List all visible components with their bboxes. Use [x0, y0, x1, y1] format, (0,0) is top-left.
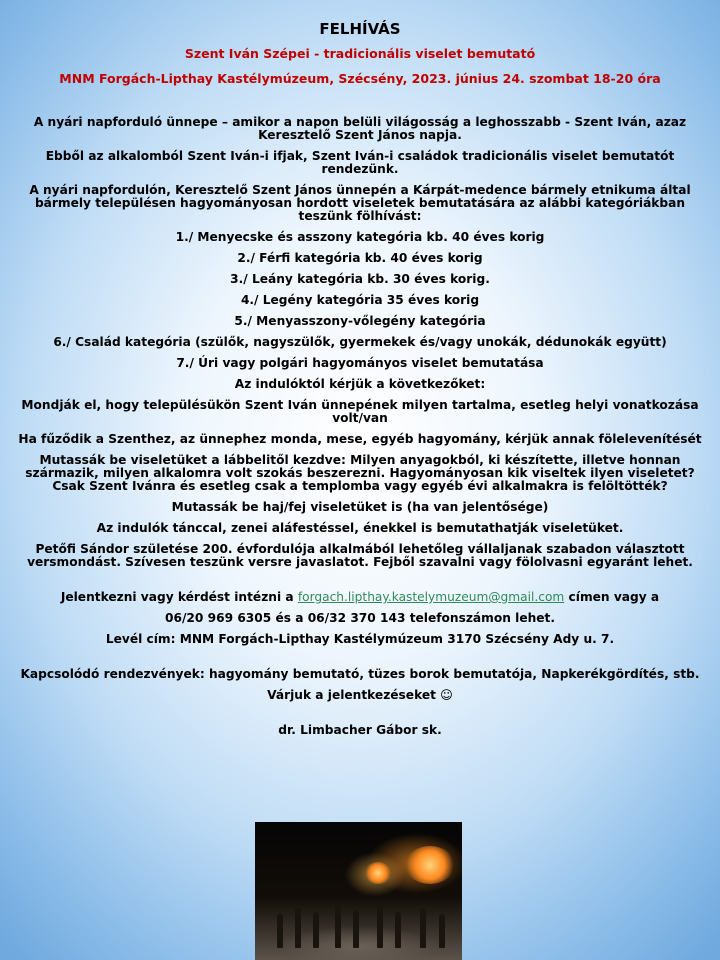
show-paragraph: Mutassák be viseletüket a lábbelitől kezdve: Milyen anyagokból, ki készítette, illetve honnan származik, milyen alkalomra volt szokás beszerezni. Hagyományosan kik viseltek ilyen viseletet? Csak Szent Ivánra és esetleg csak a templomba vagy egyéb évi alkalmakra is felöltötték?: [25, 453, 695, 493]
event-venue-date: MNM Forgách-Lipthay Kastélymúzeum, Szécsény, 2023. június 24. szombat 18-20 óra: [59, 71, 661, 86]
request-paragraph: Az indulóktól kérjük a következőket:: [234, 377, 486, 391]
page-title: FELHÍVÁS: [319, 20, 401, 38]
category-item: 2./ Férfi kategória kb. 40 éves korig: [237, 251, 483, 265]
category-item: 4./ Legény kategória 35 éves korig: [240, 293, 480, 307]
story-paragraph: Ha fűződik a Szenthez, az ünnephez monda, mese, egyéb hagyomány, kérjük annak fölelevenítését: [18, 432, 702, 446]
dance-paragraph: Az indulók tánccal, zenei aláfestéssel, énekkel is bemutathatják viseletüket.: [96, 521, 624, 535]
category-item: 1./ Menyecske és asszony kategória kb. 40 éves korig: [175, 230, 545, 244]
call-paragraph: A nyári napfordulón, Keresztelő Szent János ünnepén a Kárpát-medence bármely etnikuma által bármely településen hagyományosan hordott viseletek bemutatására az alábbi kategóriákban teszünk fölhívást:: [29, 183, 691, 223]
signature: dr. Limbacher Gábor sk.: [278, 723, 442, 737]
event-night-photo: [255, 822, 462, 960]
category-item: 3./ Leány kategória kb. 30 éves korig.: [230, 272, 490, 286]
contact-suffix: címen vagy a: [564, 590, 660, 604]
category-item: 7./ Úri vagy polgári hagyományos viselet bemutatása: [176, 356, 544, 370]
related-events-paragraph: Kapcsolódó rendezvények: hagyomány bemutató, tüzes borok bemutatója, Napkerékgördítés, stb.: [20, 667, 700, 681]
category-item: 5./ Menyasszony-vőlegény kategória: [234, 314, 486, 328]
intro-paragraph: A nyári napforduló ünnepe – amikor a napon belüli világosság a leghosszabb - Szent Iván, azaz Keresztelő Szent János napja.: [33, 115, 687, 142]
category-item: 6./ Család kategória (szülők, nagyszülők, gyermekek és/vagy unokák, dédunokák együtt): [53, 335, 667, 349]
petofi-paragraph: Petőfi Sándor születése 200. évfordulója alkalmából lehetőleg vállaljanak szabadon választott versmondást. Szívesen teszünk versre javaslatot. Fejből szavalni vagy fölolvasni egyaránt lehet.: [27, 542, 693, 569]
occasion-paragraph: Ebből az alkalomból Szent Iván-i ifjak, Szent Iván-i családok tradicionális viselet bemutatót rendezünk.: [45, 149, 675, 176]
hair-paragraph: Mutassák be haj/fej viseletüket is (ha van jelentősége): [171, 500, 549, 514]
address-paragraph: Levél cím: MNM Forgách-Lipthay Kastélymúzeum 3170 Szécsény Ady u. 7.: [105, 632, 615, 646]
contact-paragraph: [18, 591, 702, 604]
email-link[interactable]: forgach.lipthay.kastelymuzeum@gmail.com: [297, 590, 565, 604]
closing-paragraph: Várjuk a jelentkezéseket ☺: [267, 688, 453, 702]
tell-paragraph: Mondják el, hogy településükön Szent Iván ünnepének milyen tartalma, esetleg helyi vonatkozása volt/van: [21, 398, 699, 425]
announcement-body: [18, 116, 702, 745]
phone-paragraph: 06/20 969 6305 és a 06/32 370 143 telefonszámon lehet.: [165, 611, 555, 625]
event-subtitle: Szent Iván Szépei - tradicionális viselet bemutató: [184, 46, 536, 61]
contact-prefix: Jelentkezni vagy kérdést intézni a: [60, 590, 298, 604]
